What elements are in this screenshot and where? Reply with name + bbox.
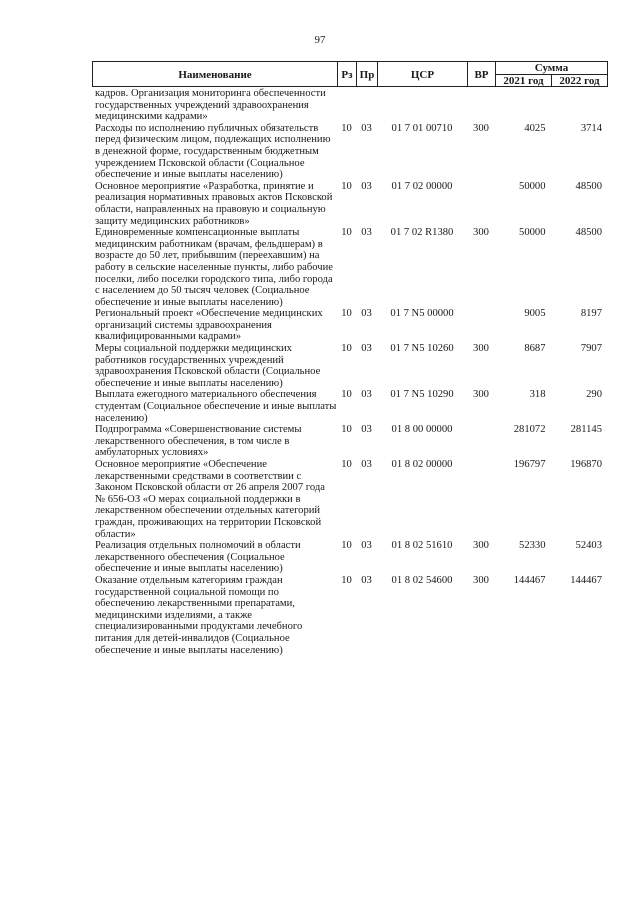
row-csr: 01 7 02 R1380 [390, 227, 454, 239]
row-pr: 03 [361, 122, 372, 134]
row-rz: 10 [341, 122, 352, 134]
header-pr: Пр [357, 62, 378, 87]
row-vr: 300 [473, 574, 489, 586]
row-sum-2021: 281072 [513, 424, 546, 436]
page-number: 97 [314, 34, 326, 46]
table-row [92, 227, 608, 308]
row-pr: 03 [361, 308, 372, 320]
row-name: Реализация отдельных полномочий в области лекарственного обеспечения (Социальное обеспечение и иные выплаты населению) [95, 540, 301, 575]
row-name: Расходы по исполнению публичных обязательств перед физическим лицом, подлежащих исполнению в денежной форме, государственным бюджетным учреждением Псковской области (Социальное обеспечение и иные выплаты населению) [95, 122, 331, 181]
table-row [92, 389, 608, 424]
row-sum-2022: 48500 [575, 180, 602, 192]
row-sum-2022: 8197 [580, 308, 602, 320]
row-csr: 01 7 02 00000 [391, 180, 453, 192]
row-pr: 03 [361, 574, 372, 586]
row-name: Подпрограмма «Совершенствование системы лекарственного обеспечения, в том числе в амбулаторных условиях» [95, 424, 302, 459]
row-rz: 10 [341, 343, 352, 355]
row-sum-2022: 144467 [570, 574, 602, 586]
row-vr [467, 88, 495, 123]
row-csr [377, 88, 467, 123]
row-csr: 01 7 N5 10290 [390, 389, 454, 401]
row-sum-2021: 8687 [524, 343, 546, 355]
row-vr [467, 181, 495, 227]
row-vr: 300 [473, 540, 489, 552]
row-sum-2021: 52330 [519, 540, 546, 552]
row-rz: 10 [341, 308, 352, 320]
row-name: Основное мероприятие «Обеспечение лекарственными средствами в соответствии с Законом Псковской области от 26 апреля 2007 года № 656-ОЗ «О мерах социальной поддержки в лекарственном обеспечении отдельных категорий граждан, проживающих на территории Псковской области» [95, 459, 325, 540]
header-csr: ЦСР [378, 62, 468, 87]
table-row [92, 343, 608, 389]
row-sum-2021: 196797 [513, 459, 546, 470]
row-csr: 01 8 02 51610 [391, 540, 453, 552]
row-pr: 03 [361, 389, 372, 401]
row-sum-2022: 281145 [570, 424, 602, 436]
row-sum-2022: 52403 [575, 540, 602, 552]
row-vr [467, 308, 495, 343]
table-row [92, 308, 608, 343]
row-rz [337, 88, 356, 123]
row-vr: 300 [473, 122, 489, 134]
row-rz: 10 [341, 540, 352, 552]
header-rz: Рз [338, 62, 357, 87]
table-row [92, 123, 608, 181]
row-name: Региональный проект «Обеспечение медицинских организаций системы здравоохранения квалифицированными кадрами» [95, 308, 323, 343]
row-csr: 01 7 N5 10260 [390, 343, 454, 355]
row-sum-2022: 48500 [575, 227, 602, 239]
row-csr: 01 7 N5 00000 [390, 308, 454, 320]
row-sum-2021 [495, 88, 552, 123]
row-name: Единовременные компенсационные выплаты медицинским работникам (врачам, фельдшерам) в возрасте до 50 лет, прибывшим (переехавшим) на работу в сельские населенные пункты, либо рабочие поселки, либо поселки городского типа, либо города с населением до 50 тысяч человек (Социальное обеспечение и иные выплаты населению) [95, 227, 333, 308]
row-pr [356, 88, 377, 123]
row-csr: 01 8 02 54600 [391, 574, 453, 586]
row-csr: 01 8 02 00000 [391, 459, 453, 470]
row-sum-2022: 290 [586, 389, 602, 401]
table-header [92, 61, 608, 87]
row-sum-2021: 50000 [519, 180, 546, 192]
row-name: кадров. Организация мониторинга обеспеченности государственных учреждений здравоохранения медицинскими кадрами» [95, 88, 326, 123]
row-name: Основное мероприятие «Разработка, принятие и реализация нормативных правовых актов Псковской области, направленных на правовую и социальную защиту медицинских работников» [95, 180, 333, 227]
row-sum-2022: 196870 [570, 459, 602, 470]
row-vr [467, 459, 495, 540]
header-sum [496, 62, 607, 87]
row-pr: 03 [361, 424, 372, 436]
row-sum-2021: 144467 [513, 574, 546, 586]
row-sum-2022 [552, 88, 609, 123]
row-rz: 10 [341, 389, 352, 401]
header-year-2021: 2021 год [496, 75, 552, 87]
row-sum-2022: 7907 [580, 343, 602, 355]
table-row [92, 459, 608, 540]
row-rz: 10 [341, 424, 352, 436]
header-vr: ВР [468, 62, 496, 87]
row-pr: 03 [361, 227, 372, 239]
row-vr: 300 [473, 227, 489, 239]
row-pr: 03 [361, 180, 372, 192]
header-year-2022: 2022 год [559, 75, 600, 87]
row-sum-2022: 3714 [580, 122, 602, 134]
row-rz: 10 [341, 459, 352, 470]
table-row [92, 424, 608, 459]
row-vr: 300 [473, 343, 489, 355]
table-row [92, 88, 608, 123]
row-rz: 10 [341, 180, 352, 192]
row-vr [467, 424, 495, 459]
row-sum-2021: 9005 [524, 308, 546, 320]
header-name: Наименование [93, 62, 338, 87]
table-row [92, 575, 608, 656]
row-name: Выплата ежегодного материального обеспечения студентам (Социальное обеспечение и иные выплаты населению) [95, 389, 337, 424]
table-row [92, 540, 608, 575]
row-sum-2021: 50000 [519, 227, 546, 239]
row-name: Оказание отдельным категориям граждан государственной социальной помощи по обеспечению лекарственными препаратами, медицинскими изделиями, а также специализированными продуктами лечебного питания для детей-инвалидов (Социальное обеспечение и иные выплаты населению) [95, 574, 303, 656]
row-csr: 01 7 01 00710 [391, 122, 453, 134]
row-sum-2021: 4025 [524, 122, 546, 134]
row-pr: 03 [361, 343, 372, 355]
row-pr: 03 [361, 459, 372, 470]
row-name: Меры социальной поддержки медицинских работников государственных учреждений здравоохранения Псковской области (Социальное обеспечение и иные выплаты населению) [95, 343, 321, 389]
row-vr: 300 [473, 389, 489, 401]
row-sum-2021: 318 [529, 389, 546, 401]
row-rz: 10 [341, 574, 352, 586]
row-rz: 10 [341, 227, 352, 239]
table-body [92, 88, 608, 656]
row-pr: 03 [361, 540, 372, 552]
row-csr: 01 8 00 00000 [391, 424, 453, 436]
header-sum-title: Сумма [496, 62, 607, 75]
table-row [92, 181, 608, 227]
